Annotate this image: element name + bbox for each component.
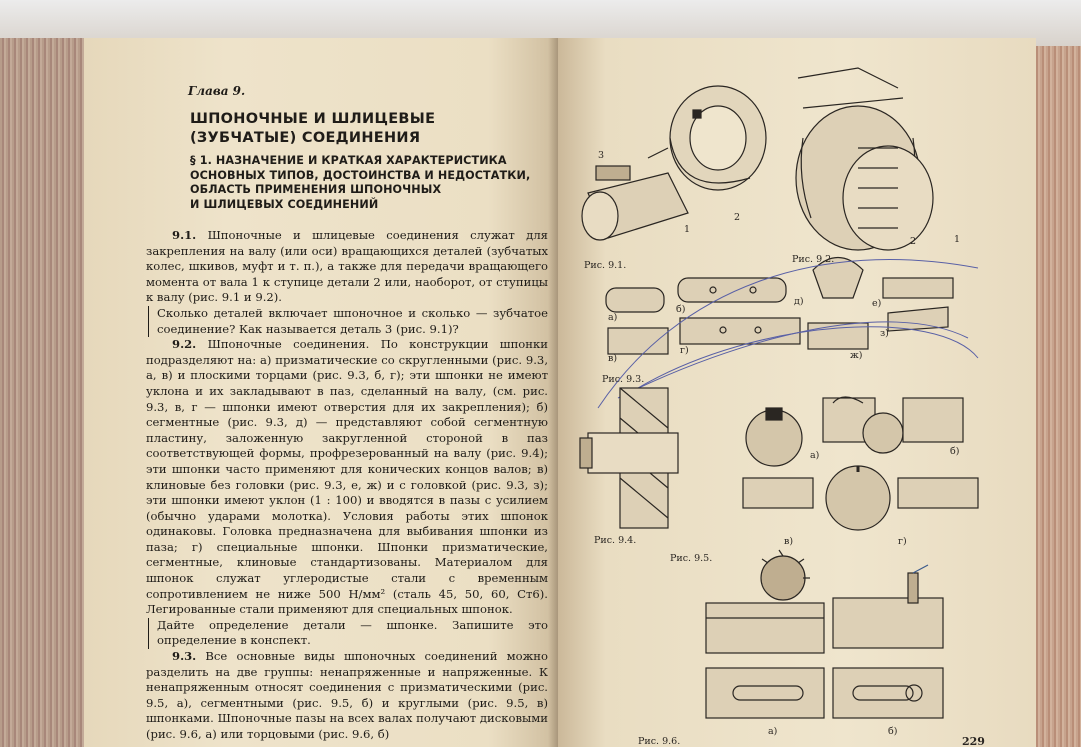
fig-9-2-number-2: 2: [910, 236, 917, 247]
fig-9-1-hub: [670, 86, 766, 190]
fig-9-1-number-2: 2: [734, 212, 741, 223]
fig-9-5-drawing: [743, 397, 978, 530]
para-number: 9.3.: [172, 649, 197, 664]
fig-9-5-label-g: г): [898, 536, 907, 547]
fig-9-4-caption: Рис. 9.4.: [594, 535, 637, 546]
page-edges-right: [1034, 46, 1081, 747]
fig-9-3-label-g: г): [680, 345, 689, 356]
fig-9-6-label-a: а): [768, 726, 778, 737]
fig-9-2-caption: Рис. 9.2.: [792, 254, 835, 265]
paragraph-9-3: [146, 649, 548, 743]
fig-9-2-number-1: 1: [954, 234, 961, 245]
fig-9-3-label-d: д): [794, 296, 804, 307]
fig-9-1-drawing: [582, 148, 691, 240]
paragraph-9-2: [146, 337, 548, 618]
page-edges-left: [0, 38, 85, 747]
fig-9-5-caption: Рис. 9.5.: [670, 553, 713, 564]
section-line3: ОБЛАСТЬ ПРИМЕНЕНИЯ ШПОНОЧНЫХ: [190, 183, 442, 196]
chapter-title-line2: (ЗУБЧАТЫЕ) СОЕДИНЕНИЯ: [190, 130, 421, 146]
fig-9-3-caption: Рис. 9.3.: [602, 374, 645, 385]
body-text: [146, 228, 548, 743]
left-page: [84, 38, 560, 747]
section-line2: ОСНОВНЫХ ТИПОВ, ДОСТОИНСТВА И НЕДОСТАТКИ,: [190, 168, 531, 182]
section-heading: [190, 154, 550, 212]
fig-9-5-label-v: в): [784, 536, 794, 547]
fig-9-6-label-b: б): [888, 726, 898, 737]
fig-9-3-label-b: б): [676, 304, 686, 315]
fig-9-1-number-1: 1: [684, 224, 691, 235]
fig-9-3-label-zz: з): [880, 328, 889, 339]
section-line1: § 1. НАЗНАЧЕНИЕ И КРАТКАЯ ХАРАКТЕРИСТИКА: [190, 154, 507, 167]
fig-9-3-label-z: ж): [850, 350, 863, 361]
chapter-title: [190, 110, 490, 148]
fig-9-3-label-e: е): [872, 298, 882, 309]
fig-9-5-label-b: б): [950, 446, 960, 457]
fig-9-1-number-3: 3: [598, 150, 605, 161]
fig-9-6-drawing: [706, 550, 943, 718]
paragraph-9-1: [146, 228, 548, 306]
para-text: Все основные виды шпоночных соединений можно разделить на две группы: ненапряженные и напряженные. К ненапряженным относят соединения с призматическими (рис. 9.5, а), сегментными (рис. 9.5, б) и круглыми (рис. 9.5, в) шпонками. Шпоночные пазы на всех валах получают дисковыми (рис. 9.6, а) или торцовыми (рис. 9.6, б): [146, 649, 549, 741]
chapter-title-line1: ШПОНОЧНЫЕ И ШЛИЦЕВЫЕ: [190, 111, 436, 127]
fig-9-1-caption: Рис. 9.1.: [584, 260, 627, 271]
fig-9-6-caption: Рис. 9.6.: [638, 736, 681, 747]
fig-9-4-drawing: [580, 388, 678, 528]
para-text: Шпоночные соединения. По конструкции шпонки подразделяют на: а) призматические со скругленными (рис. 9.3, а, в) и плоскими торцами (рис. 9.3, б, г); эти шпонки не имеют уклона и их закладывают в паз, сделанный на валу, (см. рис. 9.3, в, г — шпонки имеют отверстия для их закрепления); б) сегментные (рис. 9.3, д) — представляют собой сегментную пластину, заложенную закругленной стороной в паз соответствующей формы, профрезерованный на валу (рис. 9.4); эти шпонки часто применяют для конических концов валов; в) клиновые без головки (рис. 9.3, е, ж) и с головкой (рис. 9.3, з); эти шпонки имеют уклон (1 : 100) и вводятся в пазы с усилием (обычно ударами молотка). Условия работы этих шпонок одинаковы. Головка предназначена для выбивания шпонки из паза; г) специальные шпонки. Шпонки призматические, сегментные, клиновые стандартизованы. Материалом для шпонок служат углеродистые стали с временным сопротивлением не ниже 500 Н/мм² (сталь 45, 50, 60, Ст6). Легированные стали применяют для специальных шпонок.: [146, 337, 548, 617]
fig-9-3-label-a: а): [608, 312, 618, 323]
fig-9-2-drawing: [796, 68, 933, 250]
right-page: [558, 38, 1036, 747]
section-line4: И ШЛИЦЕВЫХ СОЕДИНЕНИЙ: [190, 197, 379, 211]
chapter-label: Глава 9.: [188, 84, 246, 98]
para-number: 9.2.: [172, 337, 197, 352]
question-2: Дайте определение детали — шпонке. Запишите это определение в конспект.: [148, 618, 548, 649]
fig-9-5-label-a: а): [810, 450, 820, 461]
figure-drawings: [558, 38, 1036, 747]
page-number: 229: [962, 735, 985, 747]
para-text: Шпоночные и шлицевые соединения служат для закрепления на валу (или оси) вращающихся деталей (зубчатых колес, шкивов, муфт и т. п.), а также для передачи вращающего момента от вала 1 к ступице детали 2 или, наоборот, от ступицы к валу (рис. 9.1 и 9.2).: [146, 228, 549, 305]
para-number: 9.1.: [172, 228, 197, 242]
fig-9-3-label-v: в): [608, 353, 618, 364]
question-1: Сколько деталей включает шпоночное и сколько — зубчатое соединение? Как называется деталь 3 (рис. 9.1)?: [148, 306, 548, 337]
